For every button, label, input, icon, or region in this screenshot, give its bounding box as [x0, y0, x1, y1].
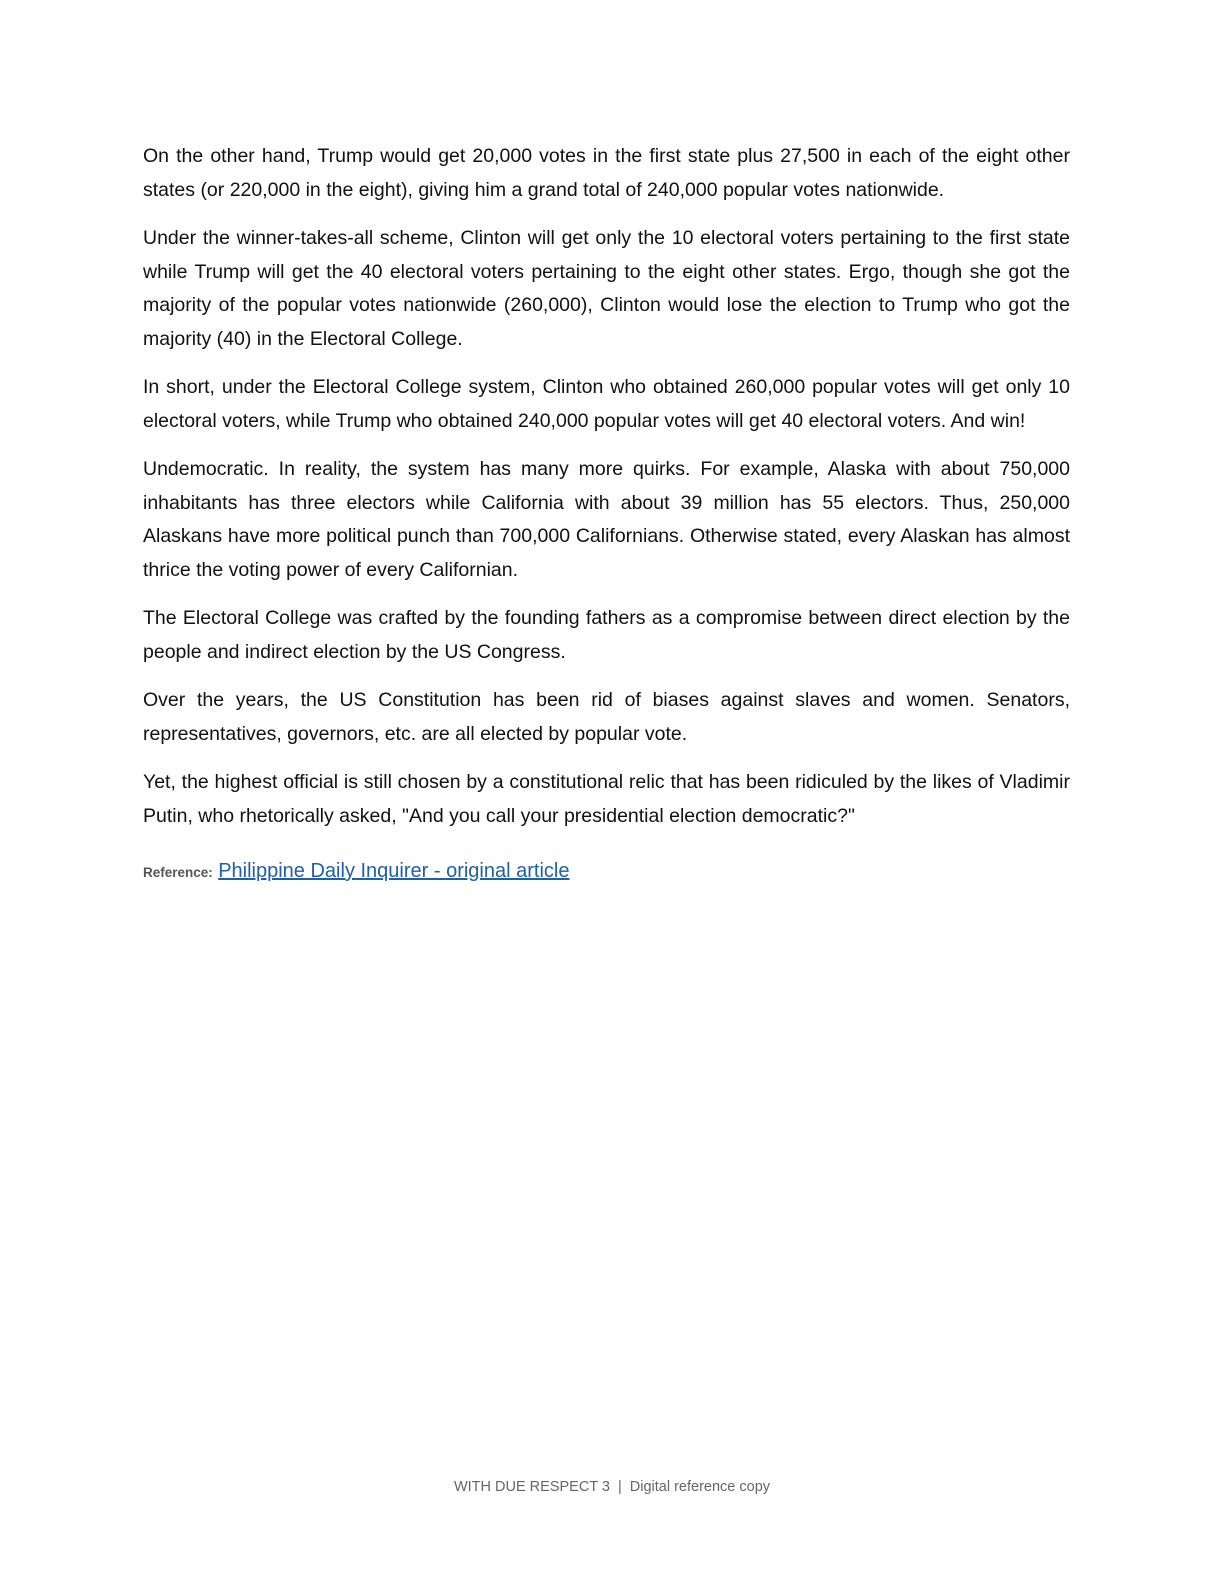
paragraph-2: Under the winner-takes-all scheme, Clinton will get only the 10 electoral voters pertaining to the first state while Trump will get the 40 electoral voters pertaining to the eight other states. Ergo, though she got the majority of the popular votes nationwide (260,000), Clinton would lose the election to Trump who got the majority (40) in the Electoral College. — [143, 227, 1070, 350]
reference-label: Reference: — [143, 865, 213, 880]
article-body — [143, 140, 1070, 890]
footer-note: Digital reference copy — [629, 1479, 771, 1495]
footer-title: WITH DUE RESPECT 3 — [453, 1479, 610, 1495]
page-footer — [0, 1479, 1224, 1495]
reference-line — [143, 855, 1070, 890]
paragraph-4: Undemocratic. In reality, the system has many more quirks. For example, Alaska with about 750,000 inhabitants has three electors while California with about 39 million has 55 electors. Thus, 250,000 Alaskans have more political punch than 700,000 Californians. Otherwise stated, every Alaskan has almost thrice the voting power of every Californian. — [143, 458, 1070, 581]
paragraph-7: Yet, the highest official is still chosen by a constitutional relic that has been ridiculed by the likes of Vladimir Putin, who rhetorically asked, "And you call your presidential election democratic?" — [143, 771, 1070, 827]
reference-link[interactable]: Philippine Daily Inquirer - original article — [218, 860, 570, 882]
paragraph-3: In short, under the Electoral College system, Clinton who obtained 260,000 popular votes will get only 10 electoral voters, while Trump who obtained 240,000 popular votes will get 40 electoral voters. And win! — [143, 376, 1070, 432]
footer-separator: | — [618, 1479, 622, 1495]
paragraph-6: Over the years, the US Constitution has been rid of biases against slaves and women. Senators, representatives, governors, etc. are all elected by popular vote. — [143, 689, 1070, 745]
paragraph-5: The Electoral College was crafted by the founding fathers as a compromise between direct election by the people and indirect election by the US Congress. — [143, 607, 1070, 663]
paragraph-1: On the other hand, Trump would get 20,000 votes in the first state plus 27,500 in each of the eight other states (or 220,000 in the eight), giving him a grand total of 240,000 popular votes nationwide. — [143, 145, 1070, 201]
